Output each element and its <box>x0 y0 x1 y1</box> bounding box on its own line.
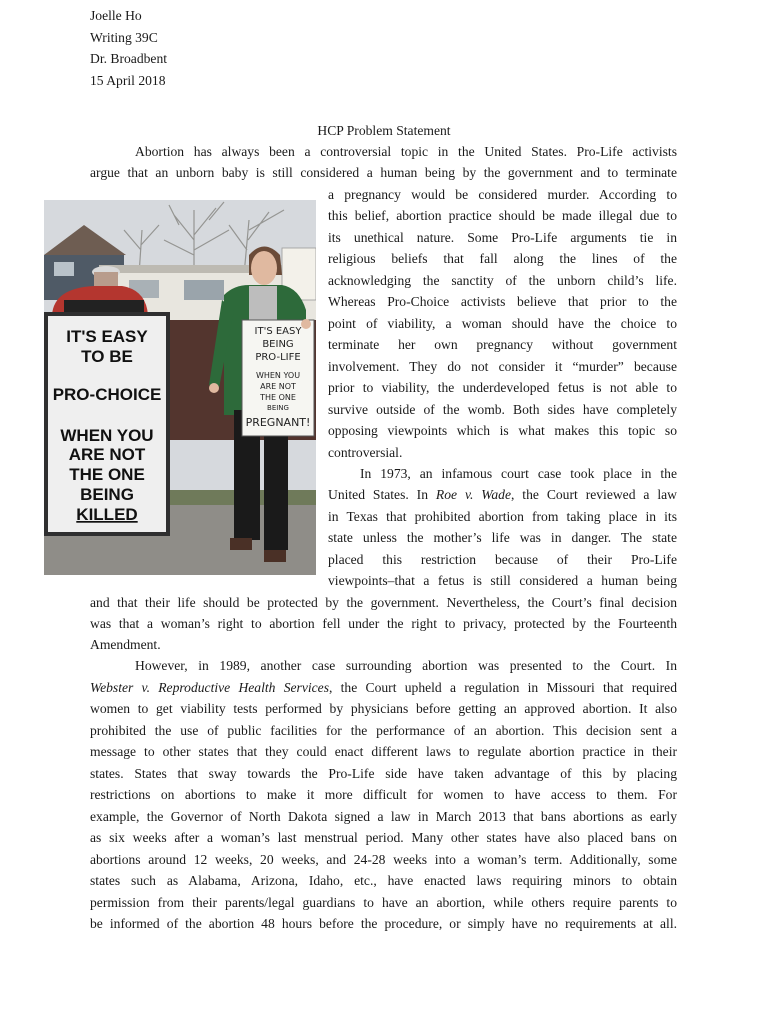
p3-line: women to get viability tests performed by physicians before getting an approved abortion. It also <box>90 701 677 716</box>
p3-line: Webster v. Reproductive Health Services, the Court upheld a regulation in Missouri that required <box>90 680 677 695</box>
p1-line: involvement. They do not consider it “murder” because <box>328 359 677 374</box>
right-sign-line: THE ONE <box>260 393 296 402</box>
right-sign-line: PRO-LIFE <box>255 352 301 363</box>
right-sign-line: ARE NOT <box>260 382 296 391</box>
left-sign-line: KILLED <box>76 505 138 524</box>
p1-line: point of viability, a woman should have the choice to <box>328 316 677 331</box>
case-name: Roe v. Wade <box>435 487 511 502</box>
course-name: Writing 39C <box>90 30 158 45</box>
p1-line: Whereas Pro-Choice activists believe that prior to the <box>328 294 677 309</box>
p3-line: example, the Governor of North Dakota signed a law in March 2013 that bans abortions as early <box>90 809 677 824</box>
right-sign-line: WHEN YOU <box>255 371 301 380</box>
right-sign-line: BEING <box>267 404 289 412</box>
p3-line: states. States that sway towards the Pro-Life side have taken advantage of this by placing <box>90 766 677 781</box>
p1-line: religious beliefs that fall along the lines of the <box>328 251 677 266</box>
p3-line: as six weeks after a woman’s last menstrual period. Many other states have also placed bans on <box>90 830 677 845</box>
p3-line: permission from their parents/legal guardians to have an abortion, while others require parents to <box>90 895 677 910</box>
protest-photo <box>44 200 316 575</box>
left-sign-line: THE ONE <box>69 465 145 484</box>
document-title: HCP Problem Statement <box>317 123 451 138</box>
document-date: 15 April 2018 <box>90 73 166 88</box>
p1-line: this belief, abortion practice should be made illegal due to <box>328 208 677 223</box>
right-sign-line: PREGNANT! <box>245 416 311 429</box>
p1-line: Abortion has always been a controversial topic in the United States. Pro-Life activists <box>135 144 677 159</box>
p3-line: However, in 1989, another case surrounding abortion was presented to the Court. In <box>135 658 677 673</box>
p2-line: placed this restriction because of their Pro-Life <box>328 552 677 567</box>
right-sign-line: BEING <box>262 339 294 350</box>
p2-line: Amendment. <box>90 637 161 652</box>
p1-line: acknowledging the sanctity of the unborn child’s life. <box>328 273 677 288</box>
p1-line: its unethical nature. Some Pro-Life arguments tie in <box>328 230 677 245</box>
p1-line: survive outside of the womb. Both sides have completely <box>328 402 677 417</box>
p1-line: a pregnancy would be considered murder. According to <box>328 187 677 202</box>
right-sign-line: IT'S EASY <box>254 326 302 337</box>
p2-line: viewpoints–that a fetus is still considered a human being <box>328 573 677 588</box>
p1-line: opposing viewpoints which is what makes this topic so <box>328 423 677 438</box>
author-name: Joelle Ho <box>90 8 142 23</box>
p2-line: state unless the mother’s life was in danger. The state <box>328 530 677 545</box>
left-sign-line: IT'S EASY <box>66 327 148 346</box>
left-sign-line: TO BE <box>81 347 133 366</box>
p3-line: be informed of the abortion 48 hours before the procedure, or simply have no requirements at all. <box>90 916 677 931</box>
p2-line: was that a woman’s right to abortion fell under the right to privacy, protected by the Fourteenth <box>90 616 677 631</box>
p2-line: In 1973, an infamous court case took place in the <box>360 466 677 481</box>
p3-line: states such as Alabama, Arizona, Idaho, etc., have enacted laws requiring minors to obtain <box>90 873 677 888</box>
left-sign-line: ARE NOT <box>68 445 146 464</box>
case-name: Webster v. Reproductive Health Services <box>90 680 329 695</box>
p3-line: abortions around 12 weeks, 20 weeks, and 24-28 weeks into a woman’s term. Additionally, some <box>90 852 677 867</box>
p1-line: argue that an unborn baby is still considered a human being by the government and to terminate <box>90 165 677 180</box>
p1-line: prior to viability, the underdeveloped fetus is not able to <box>328 380 677 395</box>
p1-line: terminate her own pregnancy without government <box>328 337 677 352</box>
p2-line: United States. In Roe v. Wade, the Court reviewed a law <box>328 487 677 502</box>
instructor-name: Dr. Broadbent <box>90 51 168 66</box>
left-sign-line: PRO-CHOICE <box>52 385 162 404</box>
left-sign-line: WHEN YOU <box>60 426 154 445</box>
p2-line: in Texas that prohibited abortion from taking place in its <box>328 509 677 524</box>
p3-line: restrictions on abortions to make it more difficult for women to have access to them. For <box>90 787 677 802</box>
p1-line: controversial. <box>328 445 403 460</box>
p3-line: message to other states that they could enact different laws to regulate abortion practice in their <box>90 744 677 759</box>
left-sign-line: BEING <box>80 485 134 504</box>
p2-line: and that their life should be protected by the government. Nevertheless, the Court’s final decision <box>90 595 677 610</box>
p3-line: prohibited the use of public facilities for the performance of an abortion. This decision sent a <box>90 723 677 738</box>
